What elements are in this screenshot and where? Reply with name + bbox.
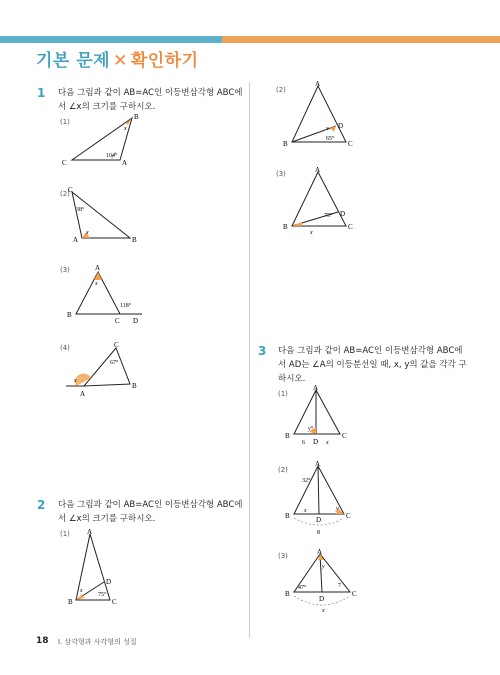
svg-text:A: A bbox=[87, 528, 93, 536]
svg-text:B: B bbox=[67, 311, 72, 319]
svg-text:67°: 67° bbox=[110, 360, 119, 366]
svg-text:A: A bbox=[317, 548, 323, 556]
svg-text:C: C bbox=[62, 159, 67, 167]
svg-text:C: C bbox=[342, 432, 347, 440]
svg-text:D: D bbox=[106, 578, 112, 586]
svg-text:104°: 104° bbox=[106, 153, 118, 159]
svg-text:x: x bbox=[74, 378, 77, 384]
svg-text:75°: 75° bbox=[98, 592, 107, 598]
q2-item1-label: (1) bbox=[60, 530, 70, 538]
svg-text:x: x bbox=[86, 230, 89, 236]
svg-text:x: x bbox=[95, 281, 98, 287]
q3-number: 3 bbox=[258, 344, 267, 358]
q3-text-line2: 서 AD는 ∠A의 이등분선일 때, x, y의 값을 각각 구 bbox=[278, 360, 467, 370]
q1-item3-label: (3) bbox=[60, 266, 70, 274]
svg-text:A: A bbox=[315, 166, 321, 174]
svg-text:x: x bbox=[326, 440, 329, 446]
chapter-title: Ⅰ. 삼각형과 사각형의 성질 bbox=[58, 638, 137, 646]
page-title bbox=[36, 46, 199, 71]
svg-text:A: A bbox=[122, 159, 128, 167]
svg-text:B: B bbox=[283, 140, 288, 148]
q2-item2-label: (2) bbox=[276, 86, 286, 94]
q2-text-line2: 서 ∠x의 크기를 구하시오. bbox=[58, 514, 156, 524]
q1-item4-label: (4) bbox=[60, 344, 70, 352]
q1-number: 1 bbox=[37, 86, 46, 100]
svg-text:y: y bbox=[336, 506, 339, 512]
q3-figure2 bbox=[282, 460, 368, 536]
title-part1: 기본 문제 bbox=[36, 51, 111, 71]
svg-text:C: C bbox=[68, 186, 73, 194]
q3-figure1 bbox=[282, 384, 362, 448]
q1-item2-label: (2) bbox=[60, 190, 70, 198]
q1-figure3 bbox=[64, 262, 154, 324]
svg-text:6: 6 bbox=[302, 440, 305, 446]
q1-text-line1: 다음 그림과 같이 AB=AC인 이등변삼각형 ABC에 bbox=[58, 88, 243, 98]
q2-item3-label: (3) bbox=[276, 170, 286, 178]
svg-text:x: x bbox=[322, 608, 325, 614]
svg-text:x: x bbox=[310, 230, 313, 236]
page-number: 18 bbox=[36, 636, 49, 646]
svg-text:B: B bbox=[134, 113, 139, 121]
svg-text:B: B bbox=[283, 223, 288, 231]
svg-text:47°: 47° bbox=[298, 585, 307, 591]
svg-text:B: B bbox=[132, 236, 137, 244]
svg-text:x: x bbox=[80, 588, 83, 594]
svg-text:A: A bbox=[313, 384, 319, 392]
svg-text:B: B bbox=[285, 590, 290, 598]
svg-text:D: D bbox=[319, 595, 325, 603]
q2-figure3 bbox=[280, 166, 360, 238]
q1-text-line2: 서 ∠x의 크기를 구하시오. bbox=[58, 102, 156, 112]
q1-item1-label: (1) bbox=[60, 118, 70, 126]
svg-text:75°: 75° bbox=[324, 213, 333, 219]
svg-text:D: D bbox=[133, 317, 139, 324]
svg-text:x: x bbox=[124, 126, 127, 132]
svg-text:B: B bbox=[285, 432, 290, 440]
title-part2: 확인하기 bbox=[130, 51, 199, 71]
svg-text:D: D bbox=[338, 122, 344, 130]
q3-item1-label: (1) bbox=[278, 390, 288, 398]
svg-text:C: C bbox=[112, 598, 117, 606]
svg-text:C: C bbox=[348, 223, 353, 231]
svg-text:A: A bbox=[95, 264, 101, 272]
q3-item2-label: (2) bbox=[278, 466, 288, 474]
svg-text:x: x bbox=[326, 126, 329, 132]
svg-text:y°: y° bbox=[308, 426, 314, 432]
q2-figure1 bbox=[60, 526, 140, 608]
q3-text-line1: 다음 그림과 같이 AB=AC인 이등변삼각형 ABC에 bbox=[278, 346, 463, 356]
svg-text:A: A bbox=[315, 80, 321, 88]
svg-text:B: B bbox=[68, 598, 73, 606]
svg-text:38°: 38° bbox=[76, 207, 85, 213]
svg-text:A: A bbox=[73, 236, 79, 244]
svg-text:32°: 32° bbox=[302, 478, 311, 484]
svg-text:D: D bbox=[313, 438, 319, 446]
svg-text:A: A bbox=[80, 390, 86, 398]
svg-text:D: D bbox=[316, 516, 322, 524]
header-bar-orange bbox=[222, 36, 500, 43]
svg-text:65°: 65° bbox=[326, 136, 335, 142]
q3-item3-label: (3) bbox=[278, 552, 288, 560]
svg-text:y: y bbox=[322, 564, 325, 570]
q1-figure2 bbox=[64, 186, 144, 246]
q3-figure3 bbox=[282, 546, 372, 622]
svg-text:8: 8 bbox=[317, 530, 320, 536]
title-sep: ✕ bbox=[113, 51, 128, 71]
svg-text:C: C bbox=[348, 140, 353, 148]
q2-number: 2 bbox=[37, 498, 46, 512]
q1-figure4 bbox=[64, 340, 154, 400]
svg-text:C: C bbox=[352, 590, 357, 598]
q1-figure1 bbox=[60, 112, 150, 172]
svg-text:118°: 118° bbox=[120, 303, 132, 309]
q2-figure2 bbox=[280, 80, 360, 152]
column-divider bbox=[249, 82, 250, 638]
svg-text:A: A bbox=[315, 460, 321, 468]
svg-text:B: B bbox=[285, 512, 290, 520]
svg-text:x: x bbox=[304, 508, 307, 514]
header-bar-teal bbox=[0, 36, 225, 43]
q2-text-line1: 다음 그림과 같이 AB=AC인 이등변삼각형 ABC에 bbox=[58, 500, 243, 510]
svg-text:7: 7 bbox=[338, 583, 341, 589]
svg-text:D: D bbox=[340, 210, 346, 218]
svg-text:B: B bbox=[132, 382, 137, 390]
q3-text-line3: 하시오. bbox=[278, 374, 306, 384]
svg-text:C: C bbox=[115, 317, 120, 324]
svg-text:C: C bbox=[114, 341, 119, 349]
svg-text:C: C bbox=[346, 512, 351, 520]
